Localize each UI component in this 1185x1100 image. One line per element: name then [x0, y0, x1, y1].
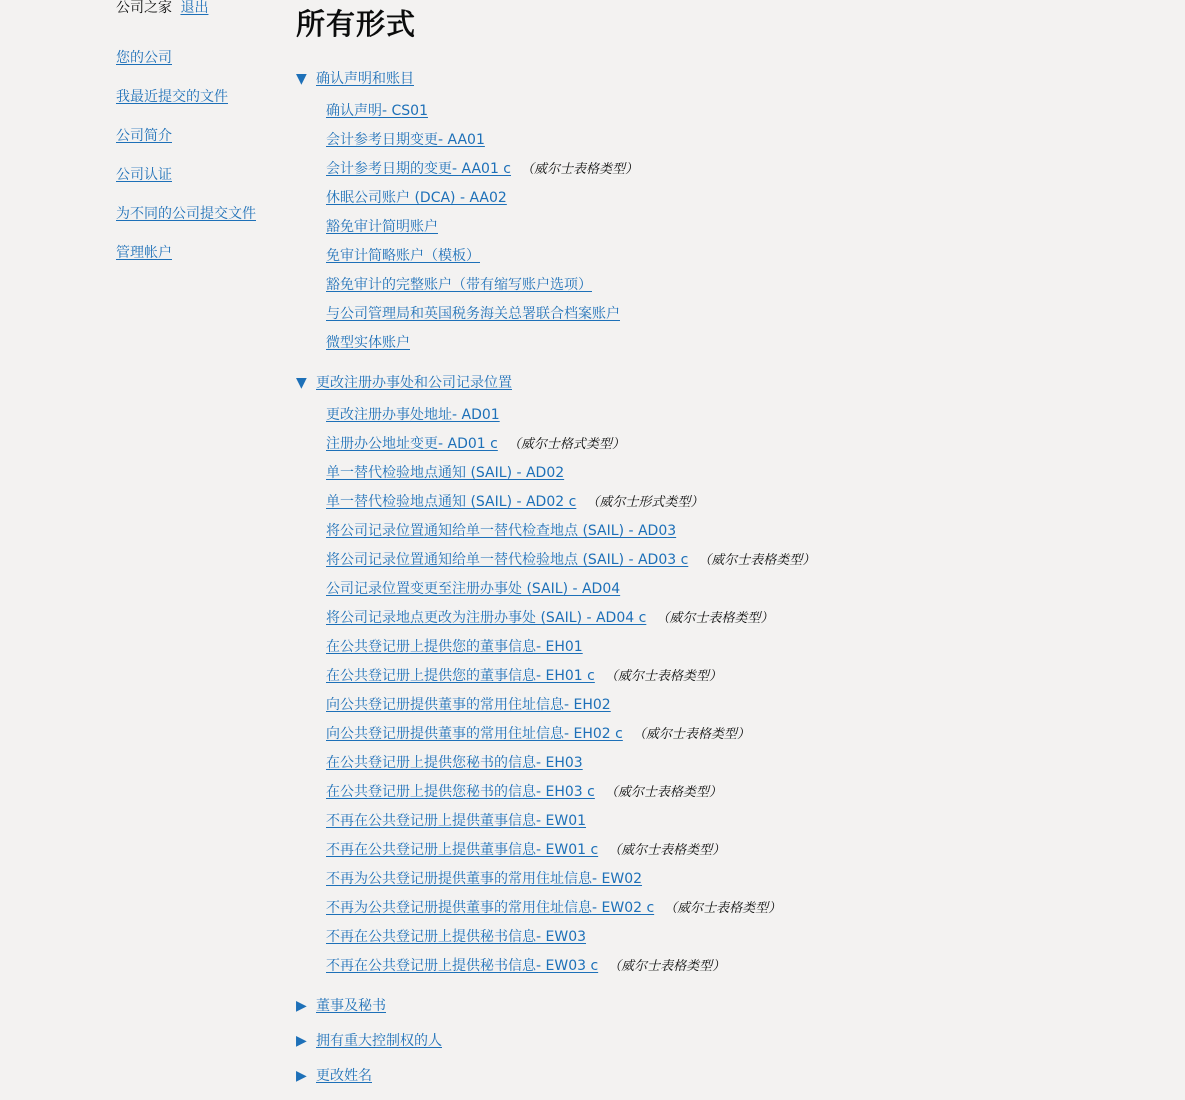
- form-link[interactable]: 与公司管理局和英国税务海关总署联合档案账户: [326, 306, 620, 322]
- sidebar-link[interactable]: 管理帐户: [116, 245, 172, 261]
- form-link[interactable]: 不再在公共登记册上提供秘书信息- EW03: [326, 929, 587, 945]
- form-link[interactable]: 不再在公共登记册上提供董事信息- EW01 c: [326, 842, 599, 858]
- section-toggle[interactable]: [296, 366, 1156, 401]
- form-list-item: [326, 300, 1156, 329]
- sidebar-link[interactable]: 我最近提交的文件: [116, 89, 228, 105]
- form-link[interactable]: 不再为公共登记册提供董事的常用住址信息- EW02: [326, 871, 643, 887]
- form-list-item: [326, 126, 1156, 155]
- form-list-item: [326, 242, 1156, 271]
- form-type-note: （威尔士表格类型）: [608, 843, 726, 858]
- form-section: [296, 1024, 1156, 1059]
- form-link[interactable]: 将公司记录位置通知给单一替代检查地点 (SAIL) - AD03: [326, 523, 677, 539]
- sidebar-link[interactable]: 您的公司: [116, 50, 172, 66]
- form-list-item: [326, 807, 1156, 836]
- form-link[interactable]: 将公司记录地点更改为注册办事处 (SAIL) - AD04 c: [326, 610, 647, 626]
- home-text: 公司之家: [116, 0, 172, 16]
- form-link[interactable]: 免审计简略账户（模板）: [326, 248, 480, 264]
- form-link[interactable]: 公司记录位置变更至注册办事处 (SAIL) - AD04: [326, 581, 621, 597]
- form-link[interactable]: 在公共登记册上提供您的董事信息- EH01 c: [326, 668, 595, 684]
- form-link[interactable]: 在公共登记册上提供您秘书的信息- EH03: [326, 755, 583, 771]
- section-spacer: [296, 981, 1156, 989]
- form-list-item: [326, 271, 1156, 300]
- section-toggle[interactable]: [296, 989, 1156, 1024]
- form-list-item: [326, 155, 1156, 184]
- section-title-link[interactable]: 董事及秘书: [316, 998, 386, 1014]
- section-title-link[interactable]: 更改姓名: [316, 1068, 372, 1084]
- form-list-item: [326, 546, 1156, 575]
- form-type-note: （威尔士表格类型）: [521, 162, 639, 177]
- form-link[interactable]: 在公共登记册上提供您秘书的信息- EH03 c: [326, 784, 595, 800]
- form-link[interactable]: 在公共登记册上提供您的董事信息- EH01: [326, 639, 583, 655]
- form-section: [296, 366, 1156, 989]
- form-section: [296, 1059, 1156, 1094]
- form-type-note: （威尔士表格类型）: [656, 611, 774, 626]
- form-link[interactable]: 不再在公共登记册上提供秘书信息- EW03 c: [326, 958, 599, 974]
- form-list-item: [326, 894, 1156, 923]
- triangle-right-icon: ▶: [296, 1068, 307, 1084]
- form-type-note: （威尔士表格类型）: [632, 727, 750, 742]
- sidebar-menu: [116, 48, 256, 264]
- form-list: [296, 97, 1156, 358]
- form-list-item: [326, 575, 1156, 604]
- form-link[interactable]: 向公共登记册提供董事的常用住址信息- EH02 c: [326, 726, 623, 742]
- form-list-item: [326, 329, 1156, 358]
- sidebar-link[interactable]: 为不同的公司提交文件: [116, 206, 256, 222]
- form-link[interactable]: 单一替代检验地点通知 (SAIL) - AD02: [326, 465, 565, 481]
- section-title-link[interactable]: 拥有重大控制权的人: [316, 1033, 442, 1049]
- section-toggle[interactable]: [296, 1024, 1156, 1059]
- form-type-note: （威尔士表格类型）: [604, 669, 722, 684]
- form-list-item: [326, 720, 1156, 749]
- form-list-item: [326, 923, 1156, 952]
- form-link[interactable]: 注册办公地址变更- AD01 c: [326, 436, 498, 452]
- form-type-note: （威尔士表格类型）: [698, 553, 816, 568]
- sidebar-link[interactable]: 公司认证: [116, 167, 172, 183]
- form-list-item: [326, 401, 1156, 430]
- form-type-note: （威尔士表格类型）: [608, 959, 726, 974]
- form-link[interactable]: 不再为公共登记册提供董事的常用住址信息- EW02 c: [326, 900, 655, 916]
- form-list-item: [326, 97, 1156, 126]
- form-link[interactable]: 休眠公司账户 (DCA) - AA02: [326, 190, 507, 206]
- form-list-item: [326, 430, 1156, 459]
- form-list-item: [326, 778, 1156, 807]
- sidebar-item-your-companies: [116, 48, 256, 69]
- main-content: [296, 0, 1156, 1094]
- form-link[interactable]: 微型实体账户: [326, 335, 410, 351]
- triangle-right-icon: ▶: [296, 998, 307, 1014]
- form-list-item: [326, 662, 1156, 691]
- form-list-item: [326, 517, 1156, 546]
- form-link[interactable]: 会计参考日期的变更- AA01 c: [326, 161, 512, 177]
- form-link[interactable]: 确认声明- CS01: [326, 103, 428, 119]
- form-link[interactable]: 会计参考日期变更- AA01: [326, 132, 485, 148]
- triangle-right-icon: ▶: [296, 1033, 307, 1049]
- section-toggle[interactable]: [296, 1059, 1156, 1094]
- form-link[interactable]: 单一替代检验地点通知 (SAIL) - AD02 c: [326, 494, 577, 510]
- sidebar-item-recent-filings: [116, 87, 256, 108]
- form-list-item: [326, 865, 1156, 894]
- form-link[interactable]: 向公共登记册提供董事的常用住址信息- EH02: [326, 697, 611, 713]
- triangle-down-icon: ▼: [296, 375, 307, 391]
- form-link[interactable]: 不再在公共登记册上提供董事信息- EW01: [326, 813, 587, 829]
- form-type-note: （威尔士形式类型）: [586, 495, 704, 510]
- form-section: [296, 62, 1156, 366]
- form-list-item: [326, 488, 1156, 517]
- form-list-item: [326, 836, 1156, 865]
- form-type-note: （威尔士表格类型）: [664, 901, 782, 916]
- form-link[interactable]: 更改注册办事处地址- AD01: [326, 407, 500, 423]
- form-type-note: （威尔士格式类型）: [507, 437, 625, 452]
- form-list-item: [326, 952, 1156, 981]
- section-title-link[interactable]: 更改注册办事处和公司记录位置: [316, 375, 512, 391]
- form-link[interactable]: 豁免审计的完整账户（带有缩写账户选项）: [326, 277, 592, 293]
- form-list-item: [326, 213, 1156, 242]
- sidebar-nav: [116, 0, 256, 282]
- sidebar-item-file-different-company: [116, 204, 256, 225]
- sidebar-item-authentication: [116, 165, 256, 186]
- triangle-down-icon: ▼: [296, 71, 307, 87]
- sidebar-link[interactable]: 公司简介: [116, 128, 172, 144]
- form-list-item: [326, 604, 1156, 633]
- form-list-item: [326, 459, 1156, 488]
- account-bar: [116, 0, 256, 17]
- form-list: [296, 401, 1156, 981]
- form-list-item: [326, 184, 1156, 213]
- form-section: [296, 989, 1156, 1024]
- page-title: 所有形式: [296, 7, 417, 41]
- form-list-item: [326, 633, 1156, 662]
- logout-link[interactable]: 退出: [180, 0, 209, 16]
- form-link[interactable]: 豁免审计简明账户: [326, 219, 438, 235]
- form-list-item: [326, 691, 1156, 720]
- form-list-item: [326, 749, 1156, 778]
- form-type-note: （威尔士表格类型）: [604, 785, 722, 800]
- section-spacer: [296, 358, 1156, 366]
- section-title-link[interactable]: 确认声明和账目: [316, 71, 414, 87]
- sidebar-item-manage-account: [116, 243, 256, 264]
- section-toggle[interactable]: [296, 62, 1156, 97]
- sidebar-item-company-profile: [116, 126, 256, 147]
- form-link[interactable]: 将公司记录位置通知给单一替代检验地点 (SAIL) - AD03 c: [326, 552, 689, 568]
- form-sections: [296, 62, 1156, 1094]
